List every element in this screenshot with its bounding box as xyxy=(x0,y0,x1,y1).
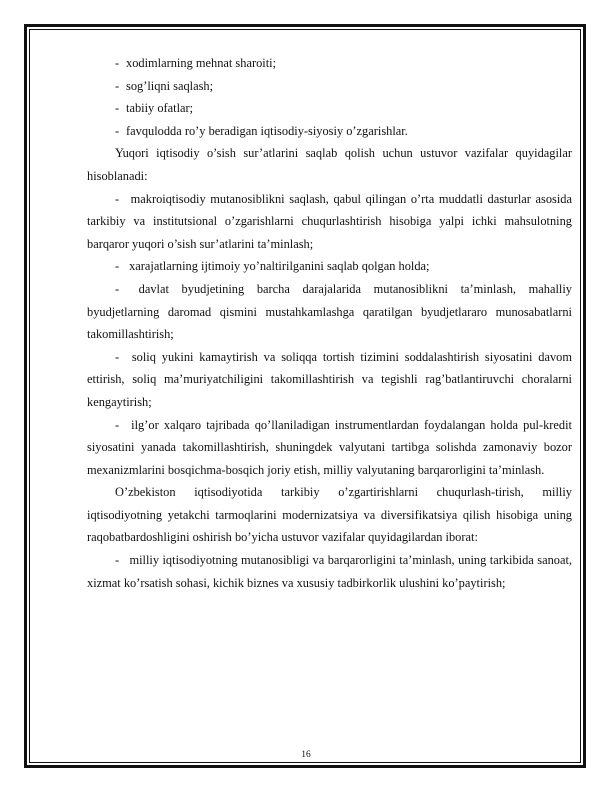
list-item: - soliq yukini kamaytirish va soliqqa tortish tizimini soddalashtirish siyosatini davom ettirish, soliq ma’muriyatchiligini takomillashtirish va tegishli rag’batlantiruvchi choralarni kengaytirish; xyxy=(87,346,572,414)
list-item: - favqulodda ro’y beradigan iqtisodiy-siyosiy o’zgarishlar. xyxy=(87,120,572,143)
list-item: - xarajatlarning ijtimoiy yo’naltirilganini saqlab qolgan holda; xyxy=(87,255,572,278)
dash-bullet: - xyxy=(115,281,120,296)
list-item: - tabiiy ofatlar; xyxy=(87,97,572,120)
dash-bullet: - xyxy=(115,101,120,116)
list-item: - ilg’or xalqaro tajribada qo’llaniladigan instrumentlardan foydalangan holda pul-kredit siyosatini yanada takomillashtirish, shuningdek valyutani tartibga solishda zamonaviy bozor mexanizmlarini bosqichma-bosqich joriy etish, milliy valyutaning barqarorligini ta’minlash. xyxy=(87,414,572,482)
list-item: - sog’liqni saqlash; xyxy=(87,75,572,98)
list-item: - makroiqtisodiy mutanosiblikni saqlash, qabul qilingan o’rta muddatli dasturlar asosida tarkibiy va institutsional o’zgarishlarni chuqurlashtirish hisobiga yalpi ichki mahsulotning barqaror yuqori o’sish sur’atlarini ta’minlash; xyxy=(87,188,572,256)
dash-bullet: - xyxy=(115,123,120,138)
paragraph: O’zbekiston iqtisodiyotida tarkibiy o’zgartirishlarni chuqurlash-tirish, milliy iqtisodiyotning yetakchi tarmoqlarini modernizatsiya va diversifikatsiya qilish hisobiga uning raqobatbardoshligini oshirish bo’yicha ustuvor vazifalar quyidagilardan iborat: xyxy=(87,485,572,545)
list-item: - xodimlarning mehnat sharoiti; xyxy=(87,52,572,75)
dash-bullet: - xyxy=(115,56,120,70)
dash-bullet: - xyxy=(115,78,120,93)
dash-bullet: - xyxy=(115,259,120,274)
document-body xyxy=(87,52,572,594)
page-number: 16 xyxy=(301,750,311,760)
dash-bullet: - xyxy=(115,553,120,568)
paragraph: Yuqori iqtisodiy o’sish sur’atlarini saqlab qolish uchun ustuvor vazifalar quyidagilar hisoblanadi: xyxy=(87,146,572,183)
dash-bullet: - xyxy=(115,417,120,432)
dash-bullet: - xyxy=(115,191,120,206)
dash-bullet: - xyxy=(115,349,120,364)
list-item: - davlat byudjetining barcha darajalarida mutanosiblikni ta’minlash, mahalliy byudjetlarning daromad qismini mustahkamlashga qaratilgan byudjetlararo munosabatlarni takomillashtirish; xyxy=(87,278,572,346)
list-item: - milliy iqtisodiyotning mutanosibligi va barqarorligini ta’minlash, uning tarkibida sanoat, xizmat ko’rsatish sohasi, kichik biznes va xususiy tadbirkorlik ulushini ko’paytirish; xyxy=(87,549,572,594)
